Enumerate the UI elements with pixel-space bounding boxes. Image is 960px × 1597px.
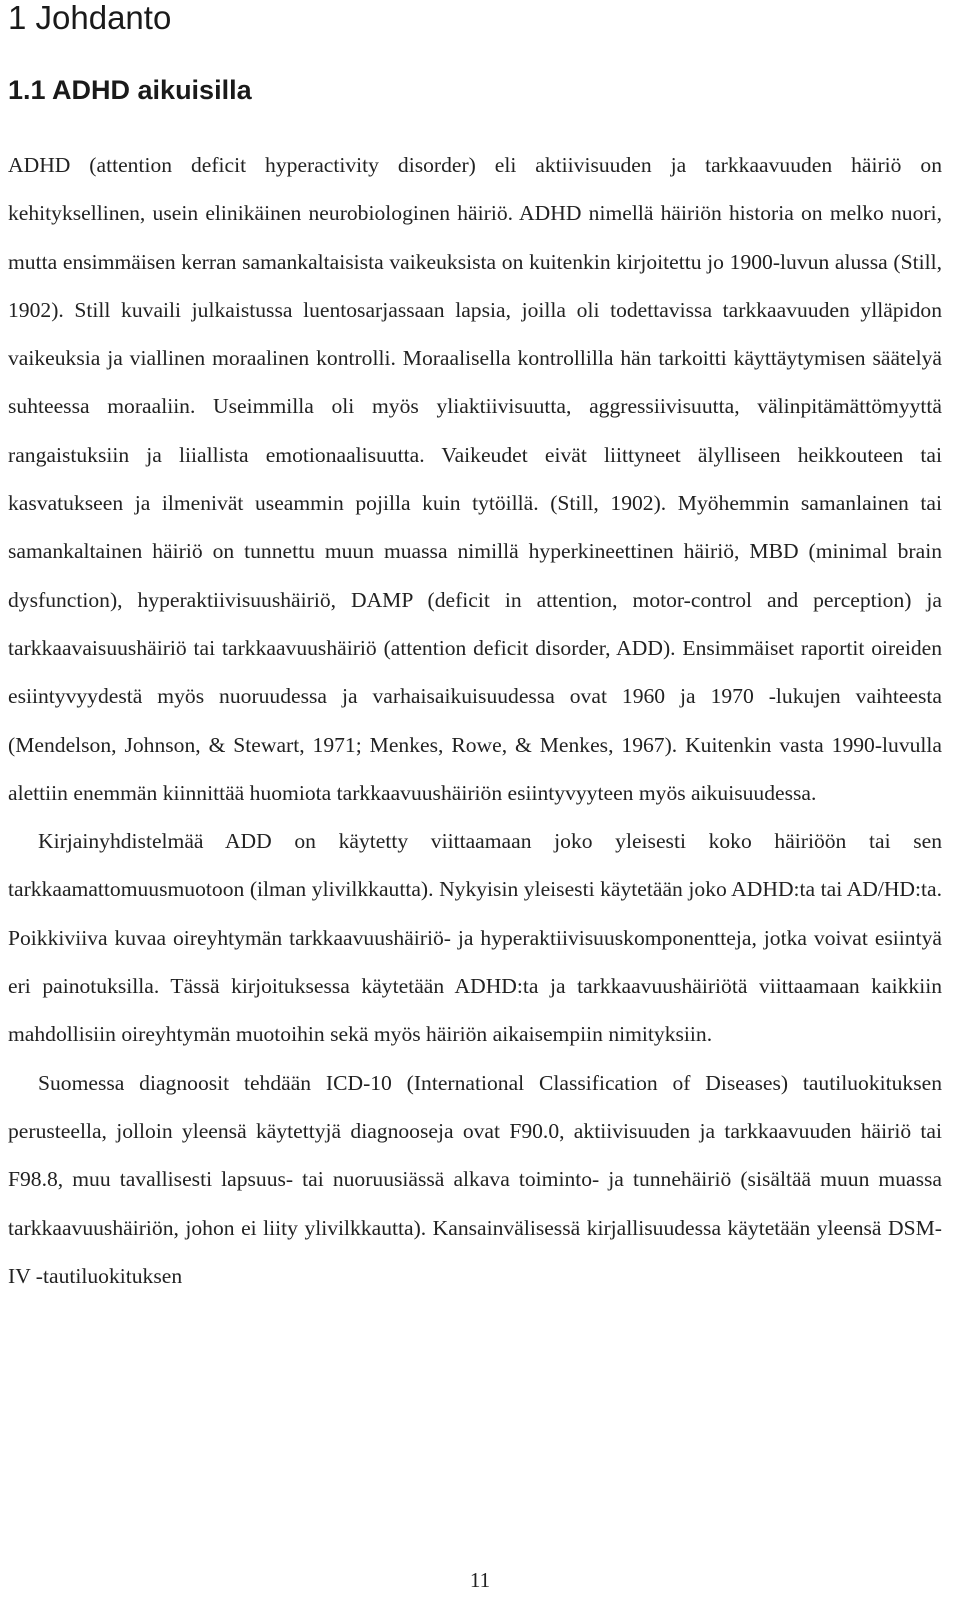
body-text bbox=[8, 141, 942, 1300]
paragraph: ADHD (attention deficit hyperactivity disorder) eli aktiivisuuden ja tarkkaavuuden häiriö on kehityksellinen, usein elinikäinen neurobiologinen häiriö. ADHD nimellä häiriön historia on melko nuori, mutta ensimmäisen kerran samankaltaisista vaikeuksista on kuitenkin kirjoitettu jo 1900-luvun alussa (Still, 1902). Still kuvaili julkaistussa luentosarjassaan lapsia, joilla oli todettavissa tarkkaavuuden ylläpidon vaikeuksia ja viallinen moraalinen kontrolli. Moraalisella kontrollilla hän tarkoitti käyttäytymisen säätelyä suhteessa moraaliin. Useimmilla oli myös yliaktiivisuutta, aggressiivisuutta, välinpitämättömyyttä rangaistuksiin ja liiallista emotionaalisuutta. Vaikeudet eivät liittyneet älylliseen heikkouteen tai kasvatukseen ja ilmenivät useammin pojilla kuin tytöillä. (Still, 1902). Myöhemmin samanlainen tai samankaltainen häiriö on tunnettu muun muassa nimillä hyperkineettinen häiriö, MBD (minimal brain dysfunction), hyperaktiivisuushäiriö, DAMP (deficit in attention, motor-control and perception) ja tarkkaavaisuushäiriö tai tarkkaavuushäiriö (attention deficit disorder, ADD). Ensimmäiset raportit oireiden esiintyvyydestä myös nuoruudessa ja varhaisaikuisuudessa ovat 1960 ja 1970 -lukujen vaihteesta (Mendelson, Johnson, & Stewart, 1971; Menkes, Rowe, & Menkes, 1967). Kuitenkin vasta 1990-luvulla alettiin enemmän kiinnittää huomiota tarkkaavuushäiriön esiintyvyyteen myös aikuisuudessa. bbox=[8, 153, 942, 805]
paragraph: Kirjainyhdistelmää ADD on käytetty viittaamaan joko yleisesti koko häiriöön tai sen tarkkaamattomuusmuotoon (ilman ylivilkkautta). Nykyisin yleisesti käytetään joko ADHD:ta tai AD/HD:ta. Poikkiviiva kuvaa oireyhtymän tarkkaavuushäiriö- ja hyperaktiivisuuskomponentteja, jotka voivat esiintyä eri painotuksilla. Tässä kirjoituksessa käytetään ADHD:ta ja tarkkaavuushäiriötä viittaamaan kaikkiin mahdollisiin oireyhtymän muotoihin sekä myös häiriön aikaisempiin nimityksiin. bbox=[8, 829, 942, 1047]
section-title: 1.1 ADHD aikuisilla bbox=[8, 75, 252, 105]
page-number: 11 bbox=[469, 1568, 491, 1592]
paragraph: Suomessa diagnoosit tehdään ICD-10 (International Classification of Diseases) tautiluokituksen perusteella, jolloin yleensä käytettyjä diagnooseja ovat F90.0, aktiivisuuden ja tarkkaavuuden häiriö tai F98.8, muu tavallisesti lapsuus- tai nuoruusiässä alkava toiminto- ja tunnehäiriö (sisältää muun muassa tarkkaavuushäiriön, johon ei liity ylivilkkautta). Kansainvälisessä kirjallisuudessa käytetään yleensä DSM-IV -tautiluokituksen bbox=[8, 1070, 942, 1288]
chapter-title: 1 Johdanto bbox=[8, 0, 172, 36]
